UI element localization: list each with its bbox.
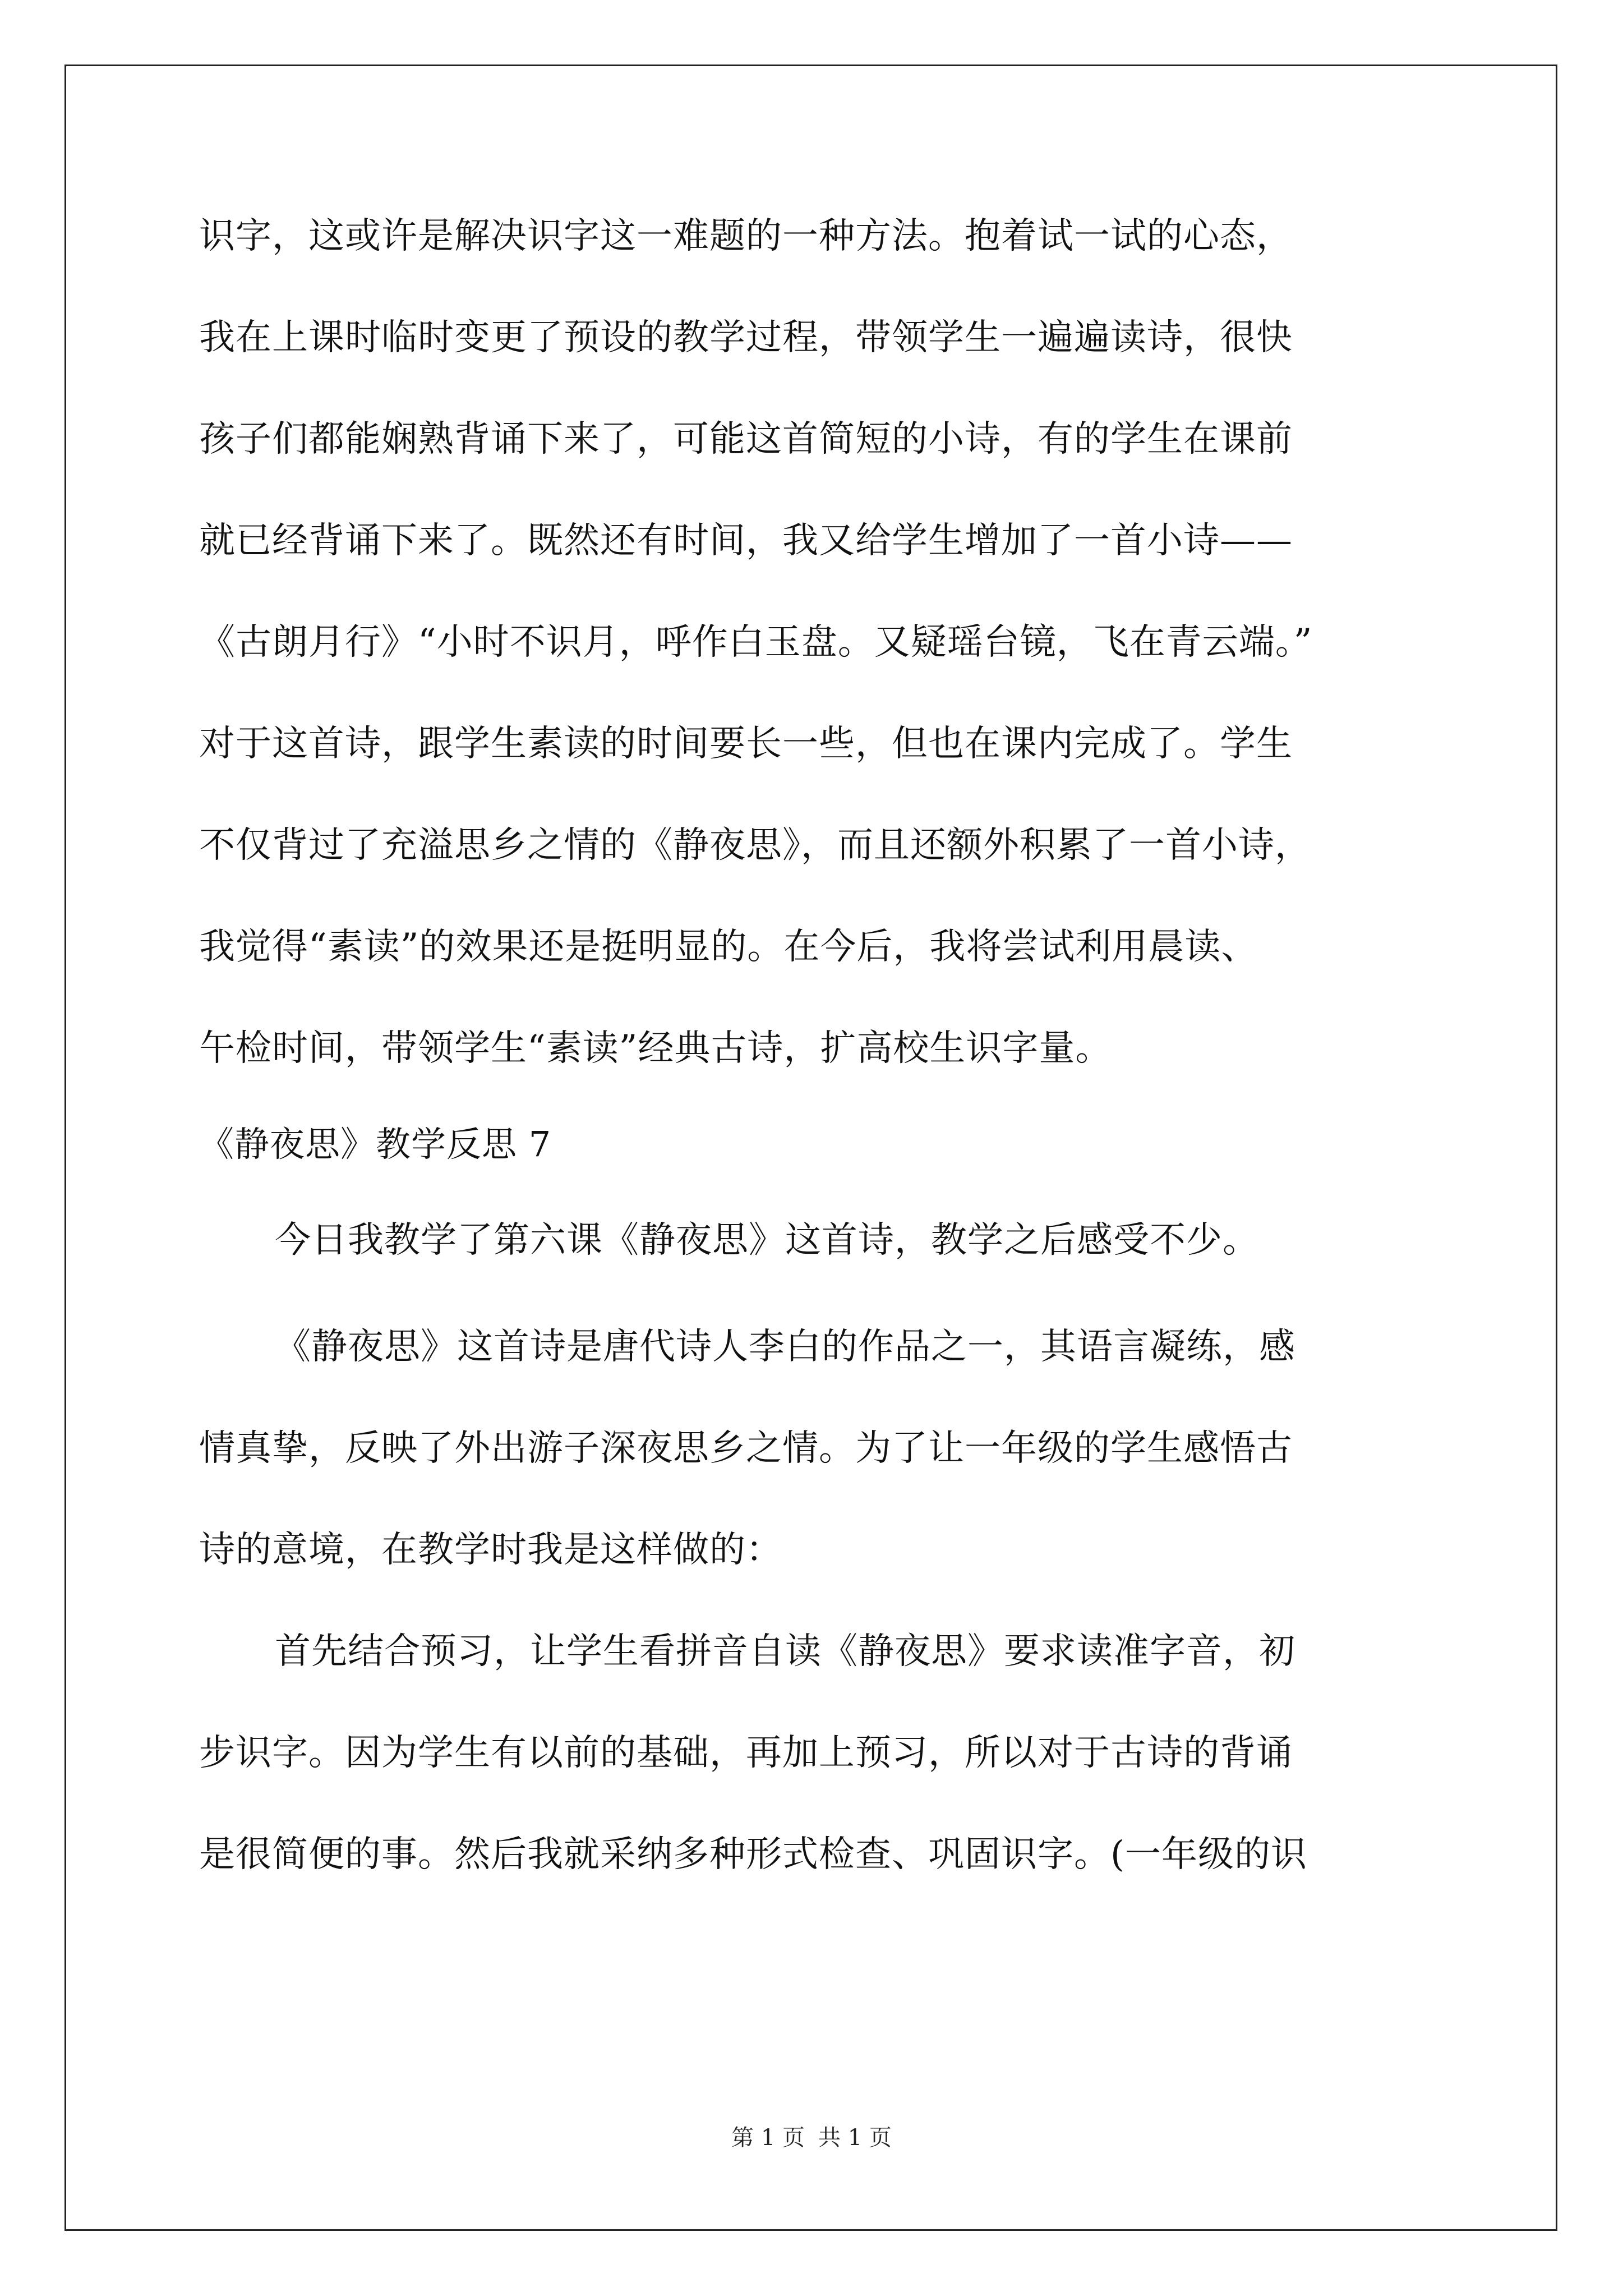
section-line-3: 情真挚，反映了外出游子深夜思乡之情。为了让一年级的学生感悟古 [199, 1428, 1293, 1469]
section-heading: 《静夜思》教学反思 7 [199, 1124, 552, 1165]
body-line-9: 午检时间，带领学生“素读”经典古诗，扩高校生识字量。 [199, 1028, 1112, 1069]
page-number: 第 1 页 [731, 2125, 805, 2151]
body-line-4: 就已经背诵下来了。既然还有时间，我又给学生增加了一首小诗—— [199, 520, 1293, 562]
body-line-7: 不仅背过了充溢思乡之情的《静夜思》，而且还额外积累了一首小诗， [199, 825, 1311, 866]
section-line-1: 今日我教学了第六课《静夜思》这首诗，教学之后感受不少。 [275, 1220, 1259, 1261]
section-line-4: 诗的意境，在教学时我是这样做的： [199, 1529, 782, 1571]
section-line-5: 首先结合预习，让学生看拼音自读《静夜思》要求读准字音，初 [275, 1631, 1295, 1672]
page-footer [0, 2124, 1623, 2152]
section-line-6: 步识字。因为学生有以前的基础，再加上预习，所以对于古诗的背诵 [199, 1732, 1293, 1774]
body-line-1: 识字，这或许是解决识字这一难题的一种方法。抱着试一试的心态， [199, 215, 1293, 257]
body-line-5: 《古朗月行》“小时不识月，呼作白玉盘。又疑瑶台镜，飞在青云端。” [199, 622, 1313, 663]
body-line-2: 我在上课时临时变更了预设的教学过程，带领学生一遍遍读诗，很快 [199, 317, 1293, 358]
page-total: 共 1 页 [818, 2125, 892, 2151]
section-line-2: 《静夜思》这首诗是唐代诗人李白的作品之一，其语言凝练，感 [275, 1326, 1295, 1368]
body-line-8: 我觉得“素读”的效果还是挺明显的。在今后，我将尝试利用晨读、 [199, 926, 1258, 968]
body-line-3: 孩子们都能娴熟背诵下来了，可能这首简短的小诗，有的学生在课前 [199, 418, 1293, 460]
section-line-7: 是很简便的事。然后我就采纳多种形式检查、巩固识字。(一年级的识 [199, 1834, 1307, 1875]
body-line-6: 对于这首诗，跟学生素读的时间要长一些，但也在课内完成了。学生 [199, 723, 1293, 765]
